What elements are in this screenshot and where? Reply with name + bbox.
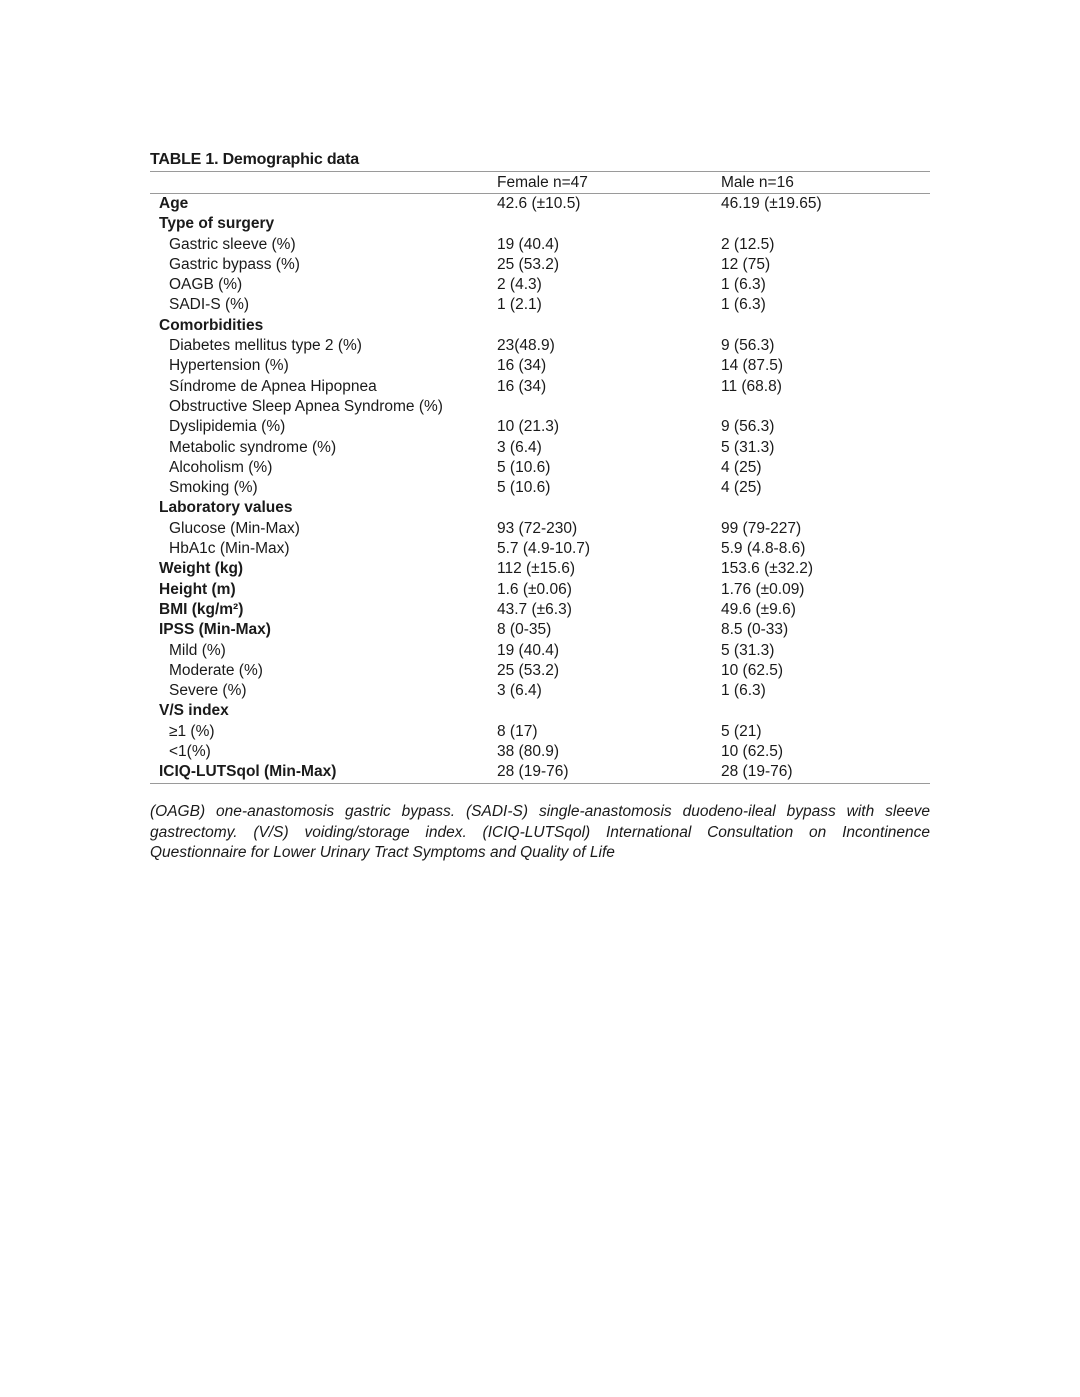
row-label: Laboratory values [159, 499, 293, 517]
row-label: Severe (%) [169, 682, 247, 700]
row-value-male: 9 (56.3) [721, 337, 775, 355]
row-value-female: 43.7 (±6.3) [497, 600, 572, 618]
row-value-female: 93 (72-230) [497, 519, 578, 537]
table-row [150, 458, 930, 478]
demographic-table [150, 171, 930, 784]
row-value-male: 12 (75) [721, 255, 771, 273]
row-value-male: 1 (6.3) [721, 276, 766, 294]
row-label: Smoking (%) [169, 479, 258, 497]
table-row [150, 539, 930, 559]
table-row [150, 762, 930, 782]
table-row [150, 255, 930, 275]
table-header-row [150, 172, 930, 193]
table-row [150, 519, 930, 539]
row-value-male [721, 397, 930, 417]
table-row [150, 275, 930, 295]
table-row [150, 214, 930, 234]
row-value-female: 5.7 (4.9-10.7) [497, 540, 591, 558]
row-value-male: 153.6 (±32.2) [721, 560, 814, 578]
row-label: IPSS (Min-Max) [159, 621, 271, 639]
table-row [150, 681, 930, 701]
table-title: TABLE 1. Demographic data [150, 151, 359, 168]
row-label: Obstructive Sleep Apnea Syndrome (%) [169, 397, 443, 415]
row-label: Gastric sleeve (%) [169, 235, 296, 253]
row-value-female: 8 (0-35) [497, 621, 552, 639]
row-label: Age [159, 195, 189, 212]
row-label: Comorbidities [159, 316, 264, 334]
row-value-female: 28 (19-76) [497, 763, 569, 781]
row-value-female: 5 (10.6) [497, 479, 551, 497]
row-value-male [721, 316, 930, 336]
row-value-female: 112 (±15.6) [497, 560, 576, 578]
row-value-female: 42.6 (±10.5) [497, 195, 581, 212]
table-row [150, 722, 930, 742]
table-body [150, 194, 930, 783]
table-row [150, 397, 930, 417]
table-row [150, 295, 930, 315]
row-value-female [497, 214, 721, 234]
table-row [150, 701, 930, 721]
table-row [150, 377, 930, 397]
table-row [150, 336, 930, 356]
row-value-female [497, 397, 721, 417]
table-row [150, 661, 930, 681]
row-value-female: 23(48.9) [497, 337, 555, 355]
row-value-female: 5 (10.6) [497, 458, 551, 476]
row-label: Gastric bypass (%) [169, 255, 300, 273]
table-footnote: (OAGB) one-anastomosis gastric bypass. (SADI-S) single-anastomosis duodeno-ileal bypass with sleeve gastrectomy. (V/S) voiding/storage index. (ICIQ-LUTSqol) International Consultation on Incontinence Questionnaire for Lower Urinary Tract Symptoms and Quality of Life [150, 803, 930, 861]
table-row [150, 194, 930, 214]
row-value-male: 46.19 (±19.65) [721, 195, 822, 212]
table-row [150, 580, 930, 600]
row-value-male: 14 (87.5) [721, 357, 784, 375]
row-value-female [497, 701, 721, 721]
row-value-male: 1 (6.3) [721, 682, 766, 700]
row-value-female: 25 (53.2) [497, 661, 560, 679]
row-label: Type of surgery [159, 215, 275, 233]
row-label: Glucose (Min-Max) [169, 519, 300, 537]
table-bottom-rule [150, 783, 930, 784]
table-row [150, 620, 930, 640]
table-row [150, 600, 930, 620]
row-value-female: 19 (40.4) [497, 641, 560, 659]
row-value-female: 1 (2.1) [497, 296, 542, 314]
row-label: Dyslipidemia (%) [169, 418, 286, 436]
row-label: Metabolic syndrome (%) [169, 438, 337, 456]
table-row [150, 316, 930, 336]
row-value-female: 19 (40.4) [497, 235, 560, 253]
row-value-male: 2 (12.5) [721, 235, 775, 253]
row-label: Mild (%) [169, 641, 226, 659]
row-value-male: 99 (79-227) [721, 519, 802, 537]
row-value-male: 5.9 (4.8-8.6) [721, 540, 806, 558]
table-row [150, 559, 930, 579]
row-label: Alcoholism (%) [169, 458, 273, 476]
row-value-male: 11 (68.8) [721, 377, 782, 395]
row-value-female: 1.6 (±0.06) [497, 580, 572, 598]
row-label: Moderate (%) [169, 661, 263, 679]
row-value-male: 1.76 (±0.09) [721, 580, 805, 598]
row-value-male [721, 701, 930, 721]
row-value-female: 10 (21.3) [497, 418, 560, 436]
table-row [150, 641, 930, 661]
row-label: Diabetes mellitus type 2 (%) [169, 337, 362, 355]
row-value-male: 49.6 (±9.6) [721, 600, 796, 618]
table-row [150, 742, 930, 762]
row-label: HbA1c (Min-Max) [169, 540, 290, 558]
row-value-male: 4 (25) [721, 458, 762, 476]
row-value-male: 5 (31.3) [721, 438, 775, 456]
row-value-male: 5 (21) [721, 722, 762, 740]
row-value-male: 1 (6.3) [721, 296, 766, 314]
row-value-male: 5 (31.3) [721, 641, 775, 659]
row-value-male [721, 498, 930, 518]
row-value-male [721, 214, 930, 234]
header-cell-label [150, 172, 497, 193]
table-row [150, 235, 930, 255]
row-value-female: 16 (34) [497, 377, 547, 395]
row-label: Weight (kg) [159, 560, 244, 578]
table-row [150, 417, 930, 437]
header-cell-female: Female n=47 [497, 174, 588, 191]
row-label: Height (m) [159, 580, 236, 598]
row-value-male: 10 (62.5) [721, 661, 784, 679]
row-label: SADI-S (%) [169, 296, 250, 314]
table-row [150, 438, 930, 458]
row-label: Síndrome de Apnea Hipopnea [169, 377, 377, 395]
row-label: OAGB (%) [169, 276, 243, 294]
row-label: ICIQ-LUTSqol (Min-Max) [159, 763, 337, 781]
row-label: Hypertension (%) [169, 357, 289, 375]
row-value-female: 16 (34) [497, 357, 547, 375]
row-value-female: 3 (6.4) [497, 682, 542, 700]
row-value-female: 3 (6.4) [497, 438, 542, 456]
header-cell-male: Male n=16 [721, 174, 794, 191]
row-value-male: 10 (62.5) [721, 743, 784, 761]
row-value-female [497, 316, 721, 336]
row-label: <1(%) [169, 743, 211, 761]
row-value-female: 38 (80.9) [497, 743, 560, 761]
row-label: BMI (kg/m²) [159, 600, 244, 618]
table-row [150, 356, 930, 376]
table-row [150, 498, 930, 518]
row-value-female: 8 (17) [497, 722, 538, 740]
table-row [150, 478, 930, 498]
row-value-female [497, 498, 721, 518]
row-label: ≥1 (%) [169, 722, 215, 740]
row-value-male: 4 (25) [721, 479, 762, 497]
row-value-male: 8.5 (0-33) [721, 621, 789, 639]
row-value-female: 2 (4.3) [497, 276, 542, 294]
row-label: V/S index [159, 702, 229, 720]
row-value-male: 9 (56.3) [721, 418, 775, 436]
row-value-female: 25 (53.2) [497, 255, 560, 273]
row-value-male: 28 (19-76) [721, 763, 793, 781]
